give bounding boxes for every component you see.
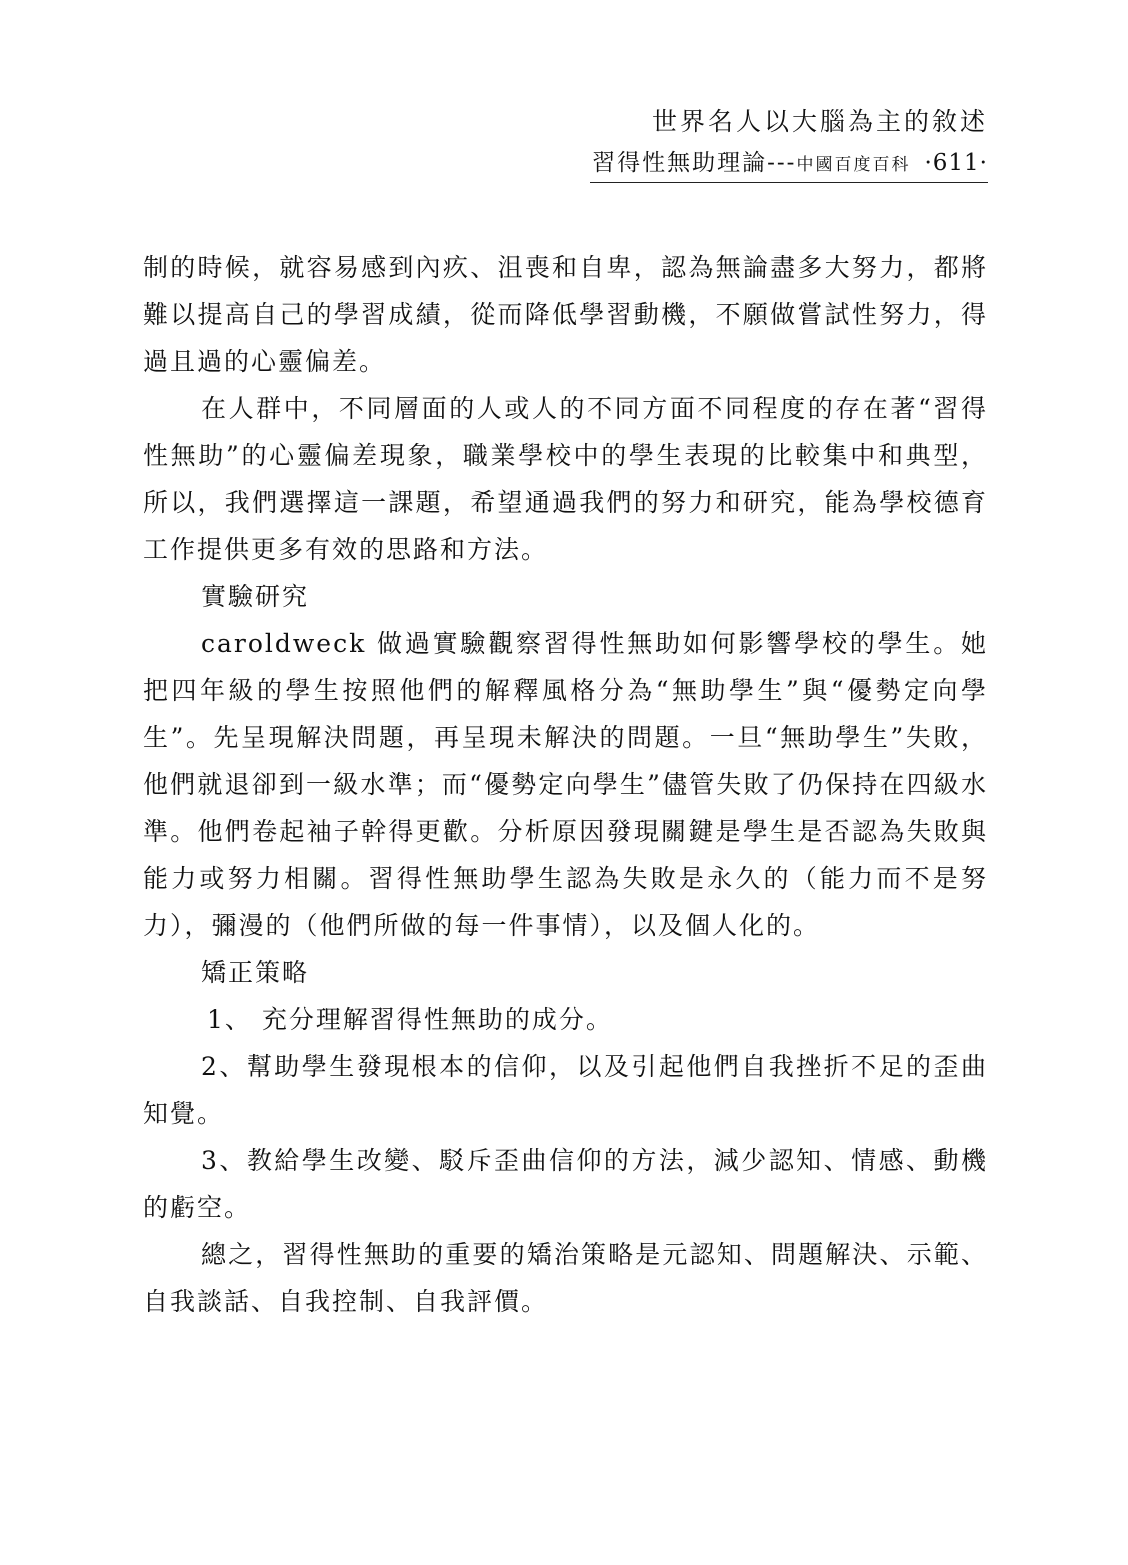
header-title: 世界名人以大腦為主的敘述	[651, 107, 988, 136]
page-header	[428, 100, 988, 183]
page-number: ·611·	[924, 150, 988, 176]
paragraph-2: 在人群中，不同層面的人或人的不同方面不同程度的存在著“習得性無助”的心靈偏差現象，職業學校中的學生表現的比較集中和典型，所以，我們選擇這一課題，希望通過我們的努力和研究，能為學校德育工作提供更多有效的思路和方法。	[143, 394, 988, 564]
strategy-item-3: 3、教給學生改變、駁斥歪曲信仰的方法，減少認知、情感、動機的虧空。	[143, 1146, 988, 1222]
heading-strategy: 矯正策略	[201, 958, 310, 987]
body-text	[143, 244, 988, 1325]
header-source: 中國百度百科	[796, 155, 911, 175]
strategy-item-2: 2、幫助學生發現根本的信仰，以及引起他們自我挫折不足的歪曲知覺。	[143, 1052, 988, 1128]
header-subtitle: 習得性無助理論---	[592, 150, 797, 176]
header-subtitle-line	[590, 144, 988, 183]
paragraph-3: caroldweck 做過實驗觀察習得性無助如何影響學校的學生。她把四年級的學生按照他們的解釋風格分為“無助學生”與“優勢定向學生”。先呈現解決問題，再呈現未解決的問題。一旦“無助學生”失敗，他們就退卻到一級水準；而“優勢定向學生”儘管失敗了仍保持在四級水準。他們卷起袖子幹得更歡。分析原因發現關鍵是學生是否認為失敗與能力或努力相關。習得性無助學生認為失敗是永久的（能力而不是努力），彌漫的（他們所做的每一件事情），以及個人化的。	[143, 629, 988, 940]
paragraph-1: 制的時候，就容易感到內疚、沮喪和自卑，認為無論盡多大努力，都將難以提高自己的學習成績，從而降低學習動機，不願做嘗試性努力，得過且過的心靈偏差。	[143, 253, 988, 376]
strategy-item-1: 1、 充分理解習得性無助的成分。	[207, 1005, 613, 1034]
paragraph-4: 總之，習得性無助的重要的矯治策略是元認知、問題解決、示範、自我談話、自我控制、自我評價。	[143, 1240, 988, 1316]
heading-experiment: 實驗研究	[201, 582, 310, 611]
